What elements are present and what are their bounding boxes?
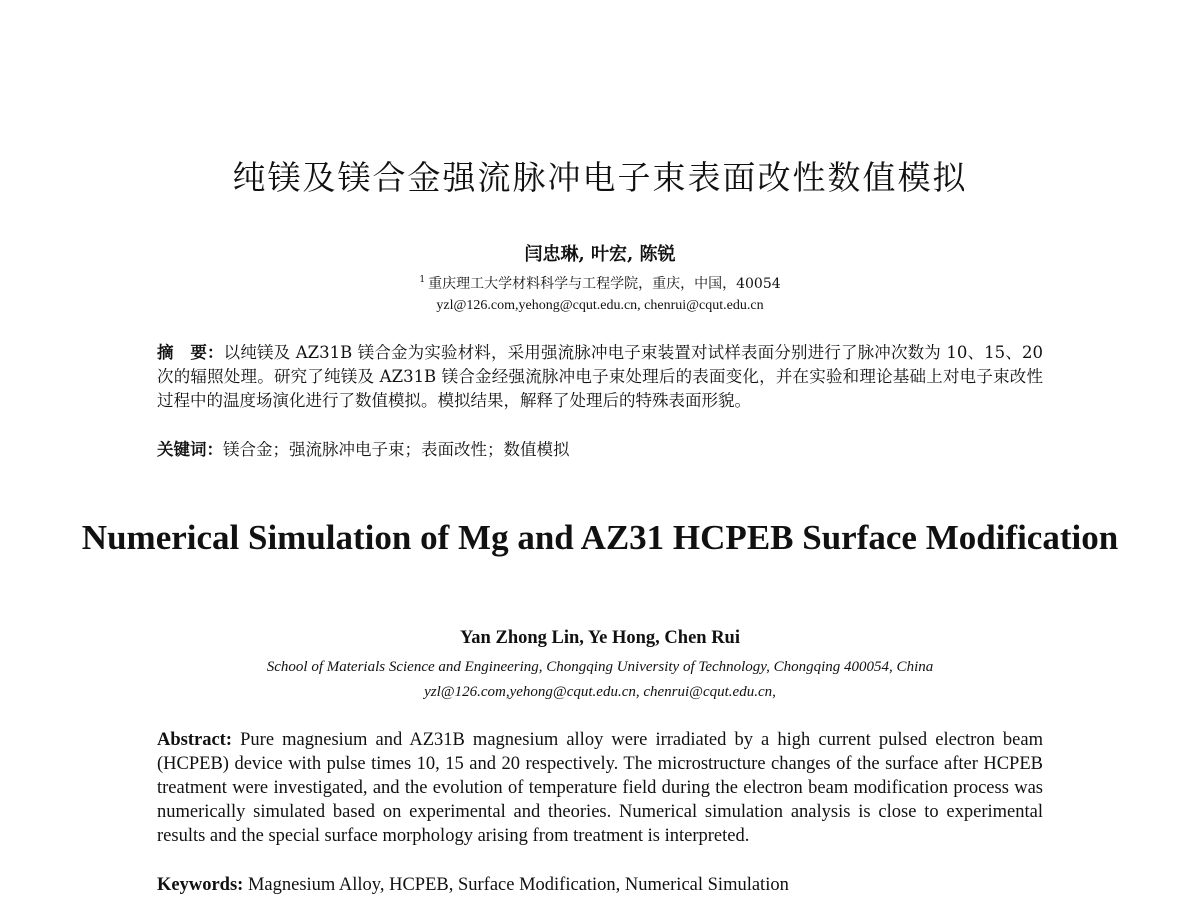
english-keywords-text: Magnesium Alloy, HCPEB, Surface Modification, Numerical Simulation <box>247 875 789 895</box>
english-keywords-label: Keywords: <box>157 875 244 895</box>
chinese-authors: 闫忠琳, 叶宏, 陈锐 <box>524 244 676 265</box>
chinese-affiliation <box>0 273 1200 293</box>
english-keywords <box>157 873 1043 897</box>
chinese-email: yzl@126.com,yehong@cqut.edu.cn, chenrui@cqut.edu.cn <box>436 298 764 313</box>
english-affiliation: School of Materials Science and Engineering, Chongqing University of Technology, Chongqing 400054, China <box>266 659 934 675</box>
chinese-title: 纯镁及镁合金强流脉冲电子束表面改性数值模拟 <box>232 158 968 197</box>
english-email: yzl@126.com,yehong@cqut.edu.cn, chenrui@cqut.edu.cn, <box>424 684 776 700</box>
english-authors: Yan Zhong Lin, Ye Hong, Chen Rui <box>460 628 740 648</box>
chinese-abstract <box>157 341 1043 413</box>
chinese-abstract-text: 以纯镁及 AZ31B 镁合金为实验材料，采用强流脉冲电子束装置对试样表面分别进行了脉冲次数为 10、15、20 次的辐照处理。研究了纯镁及 AZ31B 镁合金经强流脉冲电子束处理后的表面变化，并在实验和理论基础上对电子束改性过程中的温度场演化进行了数值模拟。模拟结果，解释了处理后的特殊表面形貌。 <box>157 343 1043 410</box>
chinese-keywords-label: 关键词： <box>157 440 223 459</box>
english-abstract-label: Abstract: <box>157 730 233 750</box>
chinese-abstract-label: 摘 要： <box>157 343 224 362</box>
chinese-affiliation-text: 重庆理工大学材料科学与工程学院，重庆，中国，40054 <box>428 276 781 292</box>
chinese-keywords <box>157 438 1043 462</box>
chinese-keywords-text: 镁合金；强流脉冲电子束；表面改性；数值模拟 <box>223 440 570 459</box>
english-abstract <box>157 728 1043 848</box>
english-abstract-text: Pure magnesium and AZ31B magnesium alloy were irradiated by a high current pulsed electron beam (HCPEB) device with pulse times 10, 15 and 20 respectively. The microstructure changes of the surface after HCPEB treatment were investigated, and the evolution of temperature field during the electron beam modification process was numerically simulated based on experimental and theories. Numerical simulation analysis is close to experimental results and the special surface morphology arising from treatment is interpreted. <box>157 730 1043 846</box>
english-title: Numerical Simulation of Mg and AZ31 HCPEB Surface Modification <box>81 518 1119 557</box>
affiliation-superscript: 1 <box>419 275 426 286</box>
